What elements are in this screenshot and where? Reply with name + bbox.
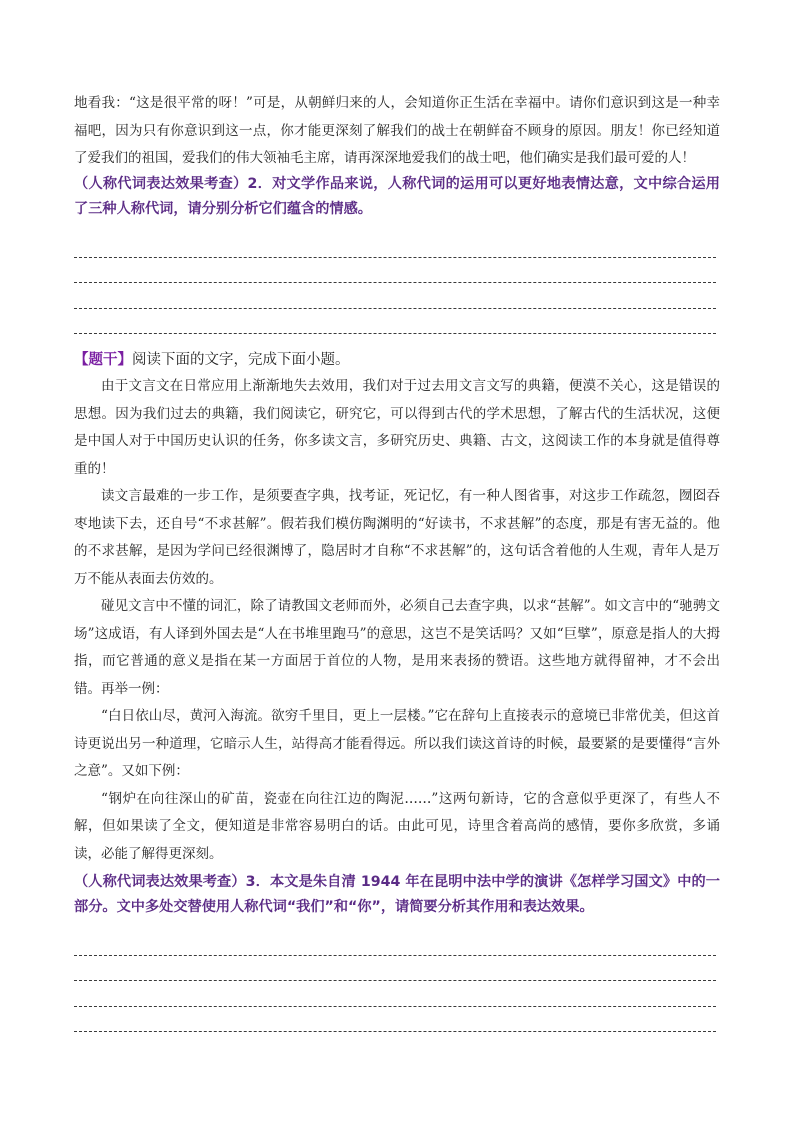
question-2 — [74, 172, 720, 334]
stem-text: 阅读下面的文字，完成下面小题。 — [132, 352, 350, 368]
stem-tag: 【题干】 — [74, 352, 132, 368]
passage-2-paragraph-1: 由于文言文在日常应用上渐渐地失去效用，我们对于过去用文言文写的典籍，便漠不关心，这是错误的思想。因为我们过去的典籍，我们阅读它，研究它，可以得到古代的学术思想，了解古代的生活状况，这便是中国人对于中国历史认识的任务，你多读文言，多研究历史、典籍、古文，这阅读工作的本身就是值得尊重的！ — [74, 378, 720, 477]
question-3-prompt: （人称代词表达效果考查）3．本文是朱自清 1944 年在昆明中法中学的演讲《怎样学习国文》中的一部分。文中多处交替使用人称代词“我们”和“你”，请简要分析其作用和表达效果。 — [74, 874, 720, 915]
answer-line[interactable] — [74, 309, 716, 335]
passage-2 — [74, 373, 720, 868]
answer-line[interactable] — [74, 930, 716, 956]
passage-1 — [74, 90, 720, 173]
question-2-prompt: （人称代词表达效果考查）2．对文学作品来说，人称代词的运用可以更好地表情达意，文中综合运用了三种人称代词，请分别分析它们蕴含的情感。 — [74, 176, 720, 217]
answer-line[interactable] — [74, 232, 716, 258]
question-3 — [74, 870, 720, 1032]
passage-1-paragraph: 地看我：“这是很平常的呀！”可是，从朝鲜归来的人，会知道你正生活在幸福中。请你们意识到这是一种幸福吧，因为只有你意识到这一点，你才能更深刻了解我们的战士在朝鲜奋不顾身的原因。朋友！你已经知道了爱我们的祖国，爱我们的伟大领袖毛主席，请再深深地爱我们的战士吧，他们确实是我们最可爱的人！ — [74, 95, 720, 166]
answer-line[interactable] — [74, 1007, 716, 1033]
passage-2-paragraph-5: “钢炉在向往深山的矿苗，瓷壶在向往江边的陶泥……”这两句新诗，它的含意似乎更深了，有些人不解，但如果读了全文，便知道是非常容易明白的话。由此可见，诗里含着高尚的感情，要你多欣赏，多诵读，必能了解得更深刻。 — [74, 790, 720, 862]
passage-2-paragraph-4: “白日依山尽，黄河入海流。欲穷千里目，更上一层楼。”它在辞句上直接表示的意境已非常优美，但这首诗更说出另一种道理，它暗示人生，站得高才能看得远。所以我们读这首诗的时候，最要紧的是要懂得“言外之意”。又如下例： — [74, 708, 720, 779]
passage-2-paragraph-2: 读文言最难的一步工作，是须要查字典，找考证，死记忆，有一种人图省事，对这步工作疏忽，囫囵吞枣地读下去，还自号“不求甚解”。假若我们模仿陶渊明的“好读书，不求甚解”的态度，那是有害无益的。他的不求甚解，是因为学问已经很渊博了，隐居时才自称“不求甚解”的，这句话含着他的人生观，青年人是万万不能从表面去仿效的。 — [74, 488, 720, 587]
question-stem — [74, 347, 720, 373]
passage-2-paragraph-3: 碰见文言中不懂的词汇，除了请教国文老师而外，必须自己去查字典，以求“甚解”。如文言中的“驰骋文场”这成语，有人译到外国去是“人在书堆里跑马”的意思，这岂不是笑话吗？又如“巨擘”，原意是指人的大拇指，而它普通的意义是指在某一方面居于首位的人物，是用来表扬的赞语。这些地方就得留神，才不会出错。再举一例： — [74, 598, 720, 697]
answer-line[interactable] — [74, 258, 716, 284]
answer-line[interactable] — [74, 283, 716, 309]
answer-line[interactable] — [74, 956, 716, 982]
answer-line[interactable] — [74, 981, 716, 1007]
answer-lines-q3 — [74, 930, 720, 1032]
answer-lines-q2 — [74, 232, 720, 334]
